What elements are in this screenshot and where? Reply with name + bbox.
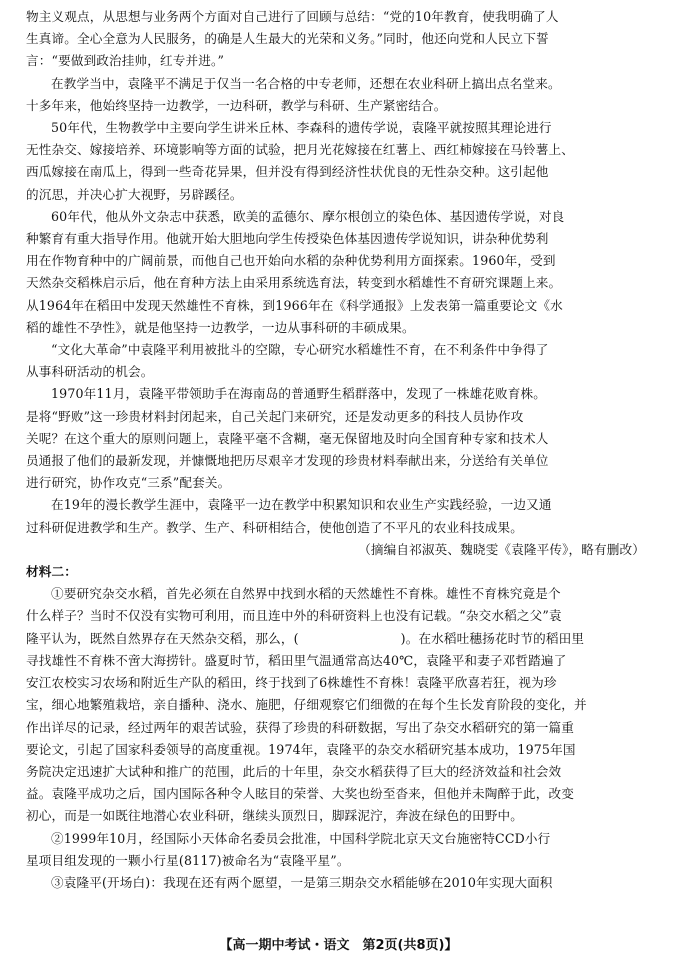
text-line: 是将“野败”这一珍贵材料封闭起来，自己关起门来研究，还是发动更多的科技人员协作攻 bbox=[26, 408, 524, 424]
text-line: 无性杂交、嫁接培养、环境影响等方面的试验，把月光花嫁接在红薯上、西红柿嫁接在马铃薯上、 bbox=[26, 142, 574, 158]
text-line: 隆平认为，既然自然界存在天然杂交稻，那么，( )。在水稻吐穗扬花时节的稻田里 bbox=[26, 630, 585, 646]
text-line: 星项目组发现的一颗小行星(8117)被命名为“袁隆平星”。 bbox=[26, 852, 350, 868]
text-line: 1970年11月，袁隆平带领助手在海南岛的普通野生稻群落中，发现了一株雄花败育株。 bbox=[51, 386, 547, 402]
text-line: 过科研促进教学和生产。教学、生产、科研相结合，使他创造了不平凡的农业科技成果。 bbox=[26, 519, 524, 535]
text-line: 50年代，生物教学中主要向学生讲米丘林、李森科的遗传学说，袁隆平就按照其理论进行 bbox=[51, 120, 552, 136]
text-line: 西瓜嫁接在南瓜上，得到一些奇花异果，但并没有得到经济性状优良的无性杂交种。这引起他 bbox=[26, 164, 549, 180]
text-line: 十多年来，他始终坚持一边教学，一边科研，教学与科研、生产紧密结合。 bbox=[26, 97, 447, 113]
text-line: 稻的雄性不孕性》，就是他坚持一边教学，一边从事科研的丰硕成果。 bbox=[26, 319, 415, 335]
text-line: 务院决定迅速扩大试种和推广的范围，此后的十年里，杂交水稻获得了巨大的经济效益和社会效 bbox=[26, 763, 562, 779]
text-line: 宝，细心地繁殖栽培，亲自播种、浇水、施肥，仔细观察它们细微的在每个生长发育阶段的变化，并 bbox=[26, 697, 587, 713]
text-line: 60年代，他从外文杂志中获悉，欧美的孟德尔、摩尔根创立的染色体、基因遗传学说，对良 bbox=[51, 208, 565, 224]
text-line: 的沉思，并决心扩大视野，另辟蹊径。 bbox=[26, 186, 243, 202]
text-line: ③袁隆平(开场白)：我现在还有两个愿望，一是第三期杂交水稻能够在2010年实现大面积 bbox=[51, 874, 553, 890]
text-line: 关呢？在这个重大的原则问题上，袁隆平毫不含糊，毫无保留地及时向全国育种专家和技术人 bbox=[26, 430, 549, 446]
text-line: 员通报了他们的最新发现，并慷慨地把历尽艰辛才发现的珍贵材料奉献出来，分送给有关单位 bbox=[26, 453, 549, 469]
text-line: 寻找雄性不育株不啻大海捞针。盛夏时节，稻田里气温通常高达40℃，袁隆平和妻子邓哲踏遍了 bbox=[26, 652, 567, 668]
page-footer bbox=[0, 934, 677, 953]
text-line: ②1999年10月，经国际小天体命名委员会批准，中国科学院北京天文台施密特CCD小行 bbox=[51, 830, 551, 846]
text-line: 种繁育有重大指导作用。他就开始大胆地向学生传授染色体基因遗传学说知识，讲杂种优势利 bbox=[26, 231, 549, 247]
material-one-text bbox=[26, 6, 651, 539]
text-line: 要论文，引起了国家科委领导的高度重视。1974年，袁隆平的杂交水稻研究基本成功，1975年国 bbox=[26, 741, 576, 757]
footer-text: 【高一期中考试・语文 第2页(共8页)】 bbox=[219, 938, 458, 953]
text-line: ①要研究杂交水稻，首先必须在自然界中找到水稻的天然雄性不育株。雄性不育株究竟是个 bbox=[51, 586, 561, 602]
text-line: 进行研究，协作攻克“三系”配套关。 bbox=[26, 475, 231, 491]
text-line: 生真谛。全心全意为人民服务，的确是人生最大的光荣和义务。”同时，他还向党和人民立下誓 bbox=[26, 31, 549, 47]
text-line: “文化大革命”中袁隆平利用被批斗的空隙，专心研究水稻雄性不育，在不利条件中争得了 bbox=[51, 342, 549, 358]
text-line: 言：“要做到政治挂帅，红专并进。” bbox=[26, 53, 225, 69]
material-two-heading: 材料二： bbox=[26, 564, 77, 580]
text-line: 物主义观点，从思想与业务两个方面对自己进行了回顾与总结：“党的10年教育，使我明确了人 bbox=[26, 9, 559, 24]
text-line: 从事科研活动的机会。 bbox=[26, 364, 154, 380]
text-line: 天然杂交稻株启示后，他在育种方法上由采用系统选育法，转变到水稻雄性不育研究课题上来。 bbox=[26, 275, 562, 291]
text-line: 益。袁隆平成功之后，国内国际各种令人眩目的荣誉、大奖也纷至沓来，但他并未陶醉于此，改变 bbox=[26, 786, 574, 802]
material-two-text bbox=[26, 583, 651, 894]
text-line: 什么样子？当时不仅没有实物可利用，而且连中外的科研资料上也没有记载。“杂交水稻之父”袁 bbox=[26, 608, 562, 624]
text-line: 初心，而是一如既往地潜心农业科研，继续头顶烈日，脚踩泥泞，奔波在绿色的田野中。 bbox=[26, 808, 524, 824]
text-line: 从1964年在稻田中发现天然雄性不育株，到1966年在《科学通报》上发表第一篇重要论文《水 bbox=[26, 297, 563, 313]
text-line: 作出详尽的记录，经过两年的艰苦试验，获得了珍贵的科研数据，写出了杂交水稻研究的第一篇重 bbox=[26, 719, 574, 735]
text-line: 用在作物育种中的广阔前景，而他自己也开始向水稻的杂种优势利用方面探索。1960年，受到 bbox=[26, 253, 556, 269]
source-citation: （摘编自祁淑英、魏晓雯《袁隆平传》，略有删改） bbox=[358, 541, 645, 557]
text-line: 安江农校实习农场和附近生产队的稻田，终于找到了6株雄性不育株！袁隆平欣喜若狂，视为珍 bbox=[26, 675, 557, 691]
text-line: 在教学当中，袁隆平不满足于仅当一名合格的中专老师，还想在农业科研上搞出点名堂来。 bbox=[51, 75, 561, 91]
text-line: 在19年的漫长教学生涯中，袁隆平一边在教学中积累知识和农业生产实践经验，一边又通 bbox=[51, 497, 552, 513]
